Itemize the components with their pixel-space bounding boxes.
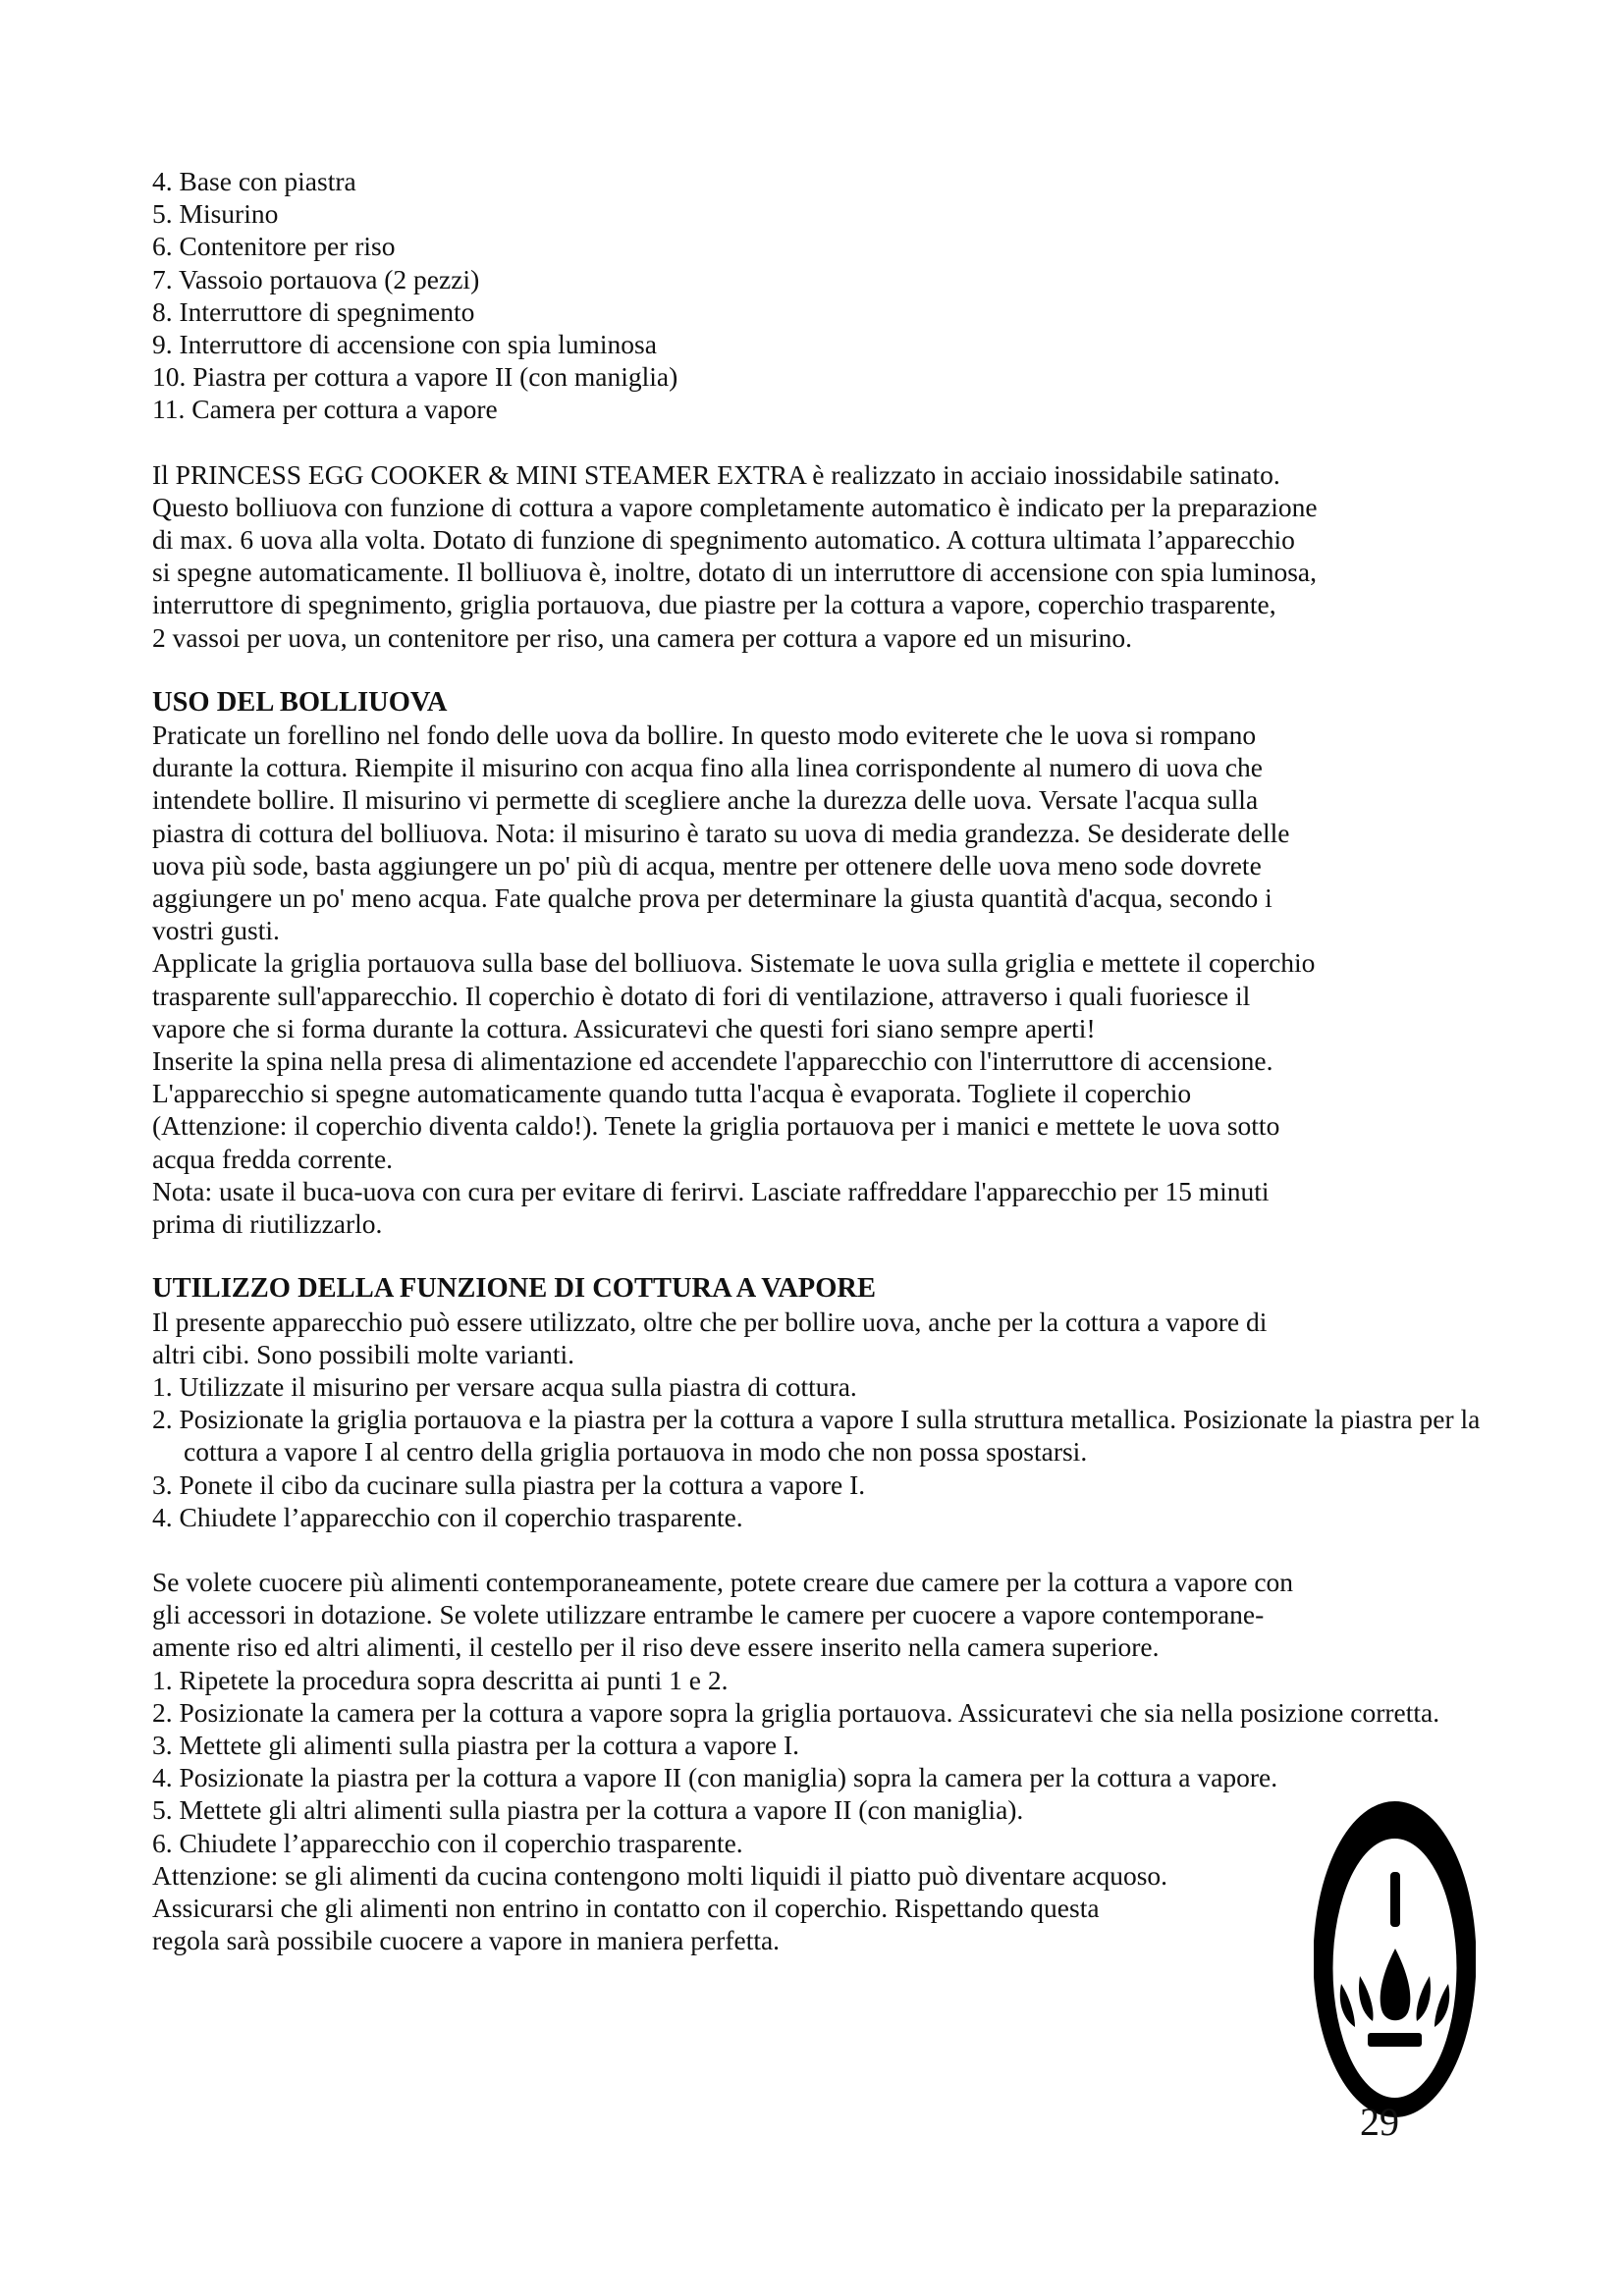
text-line: 2 vassoi per uova, un contenitore per riso, una camera per cottura a vapore ed un misurino. [152,621,1133,653]
parts-list-item: 11. Camera per cottura a vapore [152,394,498,425]
text-line: Se volete cuocere più alimenti contemporaneamente, potete creare due camere per la cottura a vapore con [152,1566,1294,1597]
step-item: 2. Posizionate la camera per la cottura a vapore sopra la griglia portauova. Assicuratevi che sia nella posizione corretta. [152,1696,1440,1728]
section-egg-boiler [152,686,1492,1240]
text-line: altri cibi. Sono possibili molte varianti. [152,1338,575,1369]
parts-list-item: 10. Piastra per cottura a vapore II (con maniglia) [152,361,678,393]
text-line: uova più sode, basta aggiungere un po' più di acqua, mentre per ottenere delle uova meno sode dovrete [152,849,1262,881]
step-item: 2. Posizionate la griglia portauova e la piastra per la cottura a vapore I sulla struttura metallica. Posizionate la piastra per la cottura a vapore I al centro della griglia portauova in modo che non possa spostarsi. [152,1404,1481,1468]
parts-list-item: 5. Misurino [152,198,279,230]
text-line: Assicurarsi che gli alimenti non entrino in contatto con il coperchio. Rispettando questa [152,1892,1100,1923]
parts-list-item: 9. Interruttore di accensione con spia luminosa [152,329,657,360]
text-line: trasparente sull'apparecchio. Il coperchio è dotato di fori di ventilazione, attraverso i quali fuoriesce il [152,980,1251,1011]
page-content [152,165,1492,1956]
step-item: 3. Mettete gli alimenti sulla piastra per la cottura a vapore I. [152,1729,799,1760]
section-heading: USO DEL BOLLIUOVA [152,686,448,718]
spacer [152,426,1492,458]
text-line: Attenzione: se gli alimenti da cucina contengono molti liquidi il piatto può diventare acquoso. [152,1859,1168,1891]
intro-paragraph [152,458,1492,654]
text-line: durante la cottura. Riempite il misurino con acqua fino alla linea corrispondente al numero di uova che [152,752,1263,783]
text-line: vostri gusti. [152,915,280,946]
text-line: si spegne automaticamente. Il bolliuova è, inoltre, dotato di un interruttore di accensione con spia luminosa, [152,557,1317,588]
text-line: piastra di cottura del bolliuova. Nota: il misurino è tarato su uova di media grandezza. Se desiderate delle [152,817,1290,848]
text-line: interruttore di spegnimento, griglia portauova, due piastre per la cottura a vapore, coperchio trasparente, [152,589,1276,620]
text-line: prima di riutilizzarlo. [152,1208,383,1240]
text-line: intendete bollire. Il misurino vi permette di scegliere anche la durezza delle uova. Versate l'acqua sulla [152,784,1259,816]
text-line: Praticate un forellino nel fondo delle uova da bollire. In questo modo eviterete che le uova si rompano [152,720,1257,751]
text-line: Inserite la spina nella presa di alimentazione ed accendete l'apparecchio con l'interruttore di accensione. [152,1045,1273,1077]
step-item: 6. Chiudete l’apparecchio con il coperchio trasparente. [152,1827,743,1858]
step-item: 4. Chiudete l’apparecchio con il coperchio trasparente. [152,1501,743,1532]
text-line: aggiungere un po' meno acqua. Fate qualche prova per determinare la giusta quantità d'acqua, secondo i [152,882,1272,914]
text-line: Il PRINCESS EGG COOKER & MINI STEAMER EXTRA è realizzato in acciaio inossidabile satinato. [152,458,1280,490]
parts-list-item: 7. Vassoio portauova (2 pezzi) [152,263,480,294]
text-line: di max. 6 uova alla volta. Dotato di funzione di spegnimento automatico. A cottura ultimata l’apparecchio [152,524,1295,556]
steps-list-2 [152,1664,1492,1859]
text-line: Nota: usate il buca-uova con cura per evitare di ferirvi. Lasciate raffreddare l'apparecchio per 15 minuti [152,1175,1270,1206]
text-line: Applicate la griglia portauova sulla base del bolliuova. Sistemate le uova sulla griglia e mettete il coperchio [152,947,1316,979]
spacer [152,1533,1492,1566]
section-heading: UTILIZZO DELLA FUNZIONE DI COTTURA A VAPORE [152,1273,876,1305]
text-line: Questo bolliuova con funzione di cottura a vapore completamente automatico è indicato per la preparazione [152,491,1318,522]
step-item: 3. Ponete il cibo da cucinare sulla piastra per la cottura a vapore I. [152,1468,866,1500]
spacer [152,1240,1492,1272]
text-line: L'apparecchio si spegne automaticamente quando tutta l'acqua è evaporata. Togliete il coperchio [152,1078,1192,1109]
spacer [152,654,1492,686]
step-item: 1. Ripetete la procedura sopra descritta ai punti 1 e 2. [152,1664,729,1695]
parts-list-item: 8. Interruttore di spegnimento [152,295,475,327]
parts-list [152,165,1492,426]
text-line: amente riso ed altri alimenti, il cestello per il riso deve essere inserito nella camera superiore. [152,1631,1160,1663]
step-item: 5. Mettete gli altri alimenti sulla piastra per la cottura a vapore II (con maniglia). [152,1794,1024,1826]
text-line: vapore che si forma durante la cottura. Assicuratevi che questi fori siano sempre aperti! [152,1012,1096,1043]
step-item: 1. Utilizzate il misurino per versare acqua sulla piastra di cottura. [152,1370,857,1402]
step-item: 4. Posizionate la piastra per la cottura a vapore II (con maniglia) sopra la camera per la cottura a vapore. [152,1762,1278,1793]
text-line: acqua fredda corrente. [152,1143,394,1174]
page-number: 29 [1360,2100,1399,2144]
princess-crown-icon [1314,1801,1476,2117]
text-line: regola sarà possibile cuocere a vapore in maniera perfetta. [152,1925,781,1956]
parts-list-item: 4. Base con piastra [152,166,356,196]
text-line: (Attenzione: il coperchio diventa caldo!). Tenete la griglia portauova per i manici e mettete le uova sotto [152,1110,1280,1142]
parts-list-item: 6. Contenitore per riso [152,231,396,262]
steps-list [152,1370,1492,1533]
text-line: Il presente apparecchio può essere utilizzato, oltre che per bollire uova, anche per la cottura a vapore di [152,1306,1268,1337]
text-line: gli accessori in dotazione. Se volete utilizzare entrambe le camere per cuocere a vapore contemporane- [152,1599,1265,1630]
section-steam-cooking [152,1272,1492,1956]
